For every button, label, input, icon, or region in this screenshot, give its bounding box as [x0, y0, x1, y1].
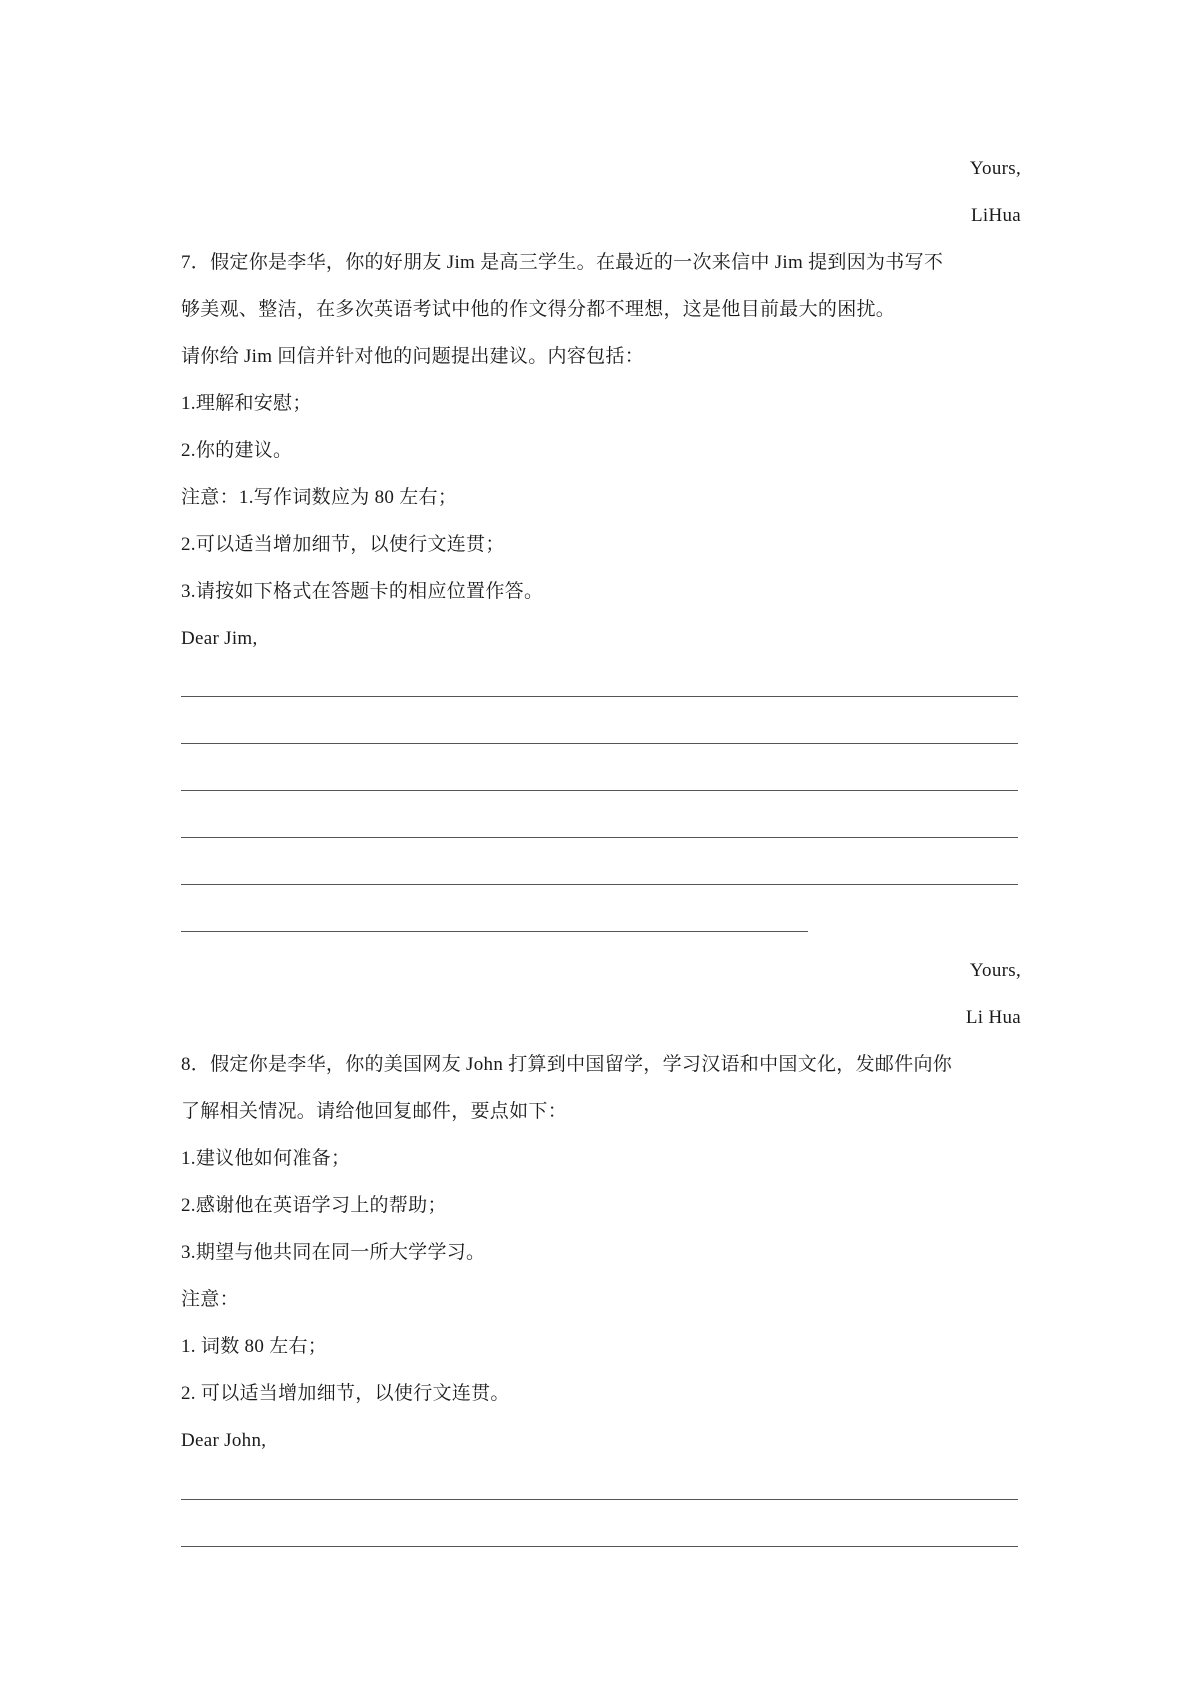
- q7-prompt-line-2: 够美观、整洁，在多次英语考试中他的作文得分都不理想，这是他目前最大的困扰。: [181, 299, 896, 320]
- q7-closing-yours: Yours,: [969, 960, 1021, 981]
- q8-answer-line[interactable]: [181, 1499, 1018, 1500]
- q7-note-2: 2.可以适当增加细节，以使行文连贯；: [181, 534, 505, 555]
- q8-note-1: 1. 词数 80 左右；: [181, 1336, 328, 1357]
- q7-answer-line[interactable]: [181, 743, 1018, 744]
- q7-closing-name: Li Hua: [965, 1007, 1021, 1028]
- q7-greeting: Dear Jim,: [181, 628, 258, 649]
- q8-note-label: 注意：: [181, 1289, 239, 1310]
- closing-yours: Yours,: [969, 158, 1021, 179]
- q7-point-1: 1.理解和安慰；: [181, 393, 312, 414]
- q7-prompt-line-3: 请你给 Jim 回信并针对他的问题提出建议。内容包括：: [181, 346, 645, 367]
- q7-answer-line[interactable]: [181, 931, 808, 932]
- q8-point-1: 1.建议他如何准备；: [181, 1148, 351, 1169]
- q7-prompt-line-1: 7．假定你是李华，你的好朋友 Jim 是高三学生。在最近的一次来信中 Jim 提到因为书写不: [181, 252, 944, 273]
- q8-note-2: 2. 可以适当增加细节，以使行文连贯。: [181, 1383, 510, 1404]
- q7-answer-line[interactable]: [181, 884, 1018, 885]
- q8-point-2: 2.感谢他在英语学习上的帮助；: [181, 1195, 447, 1216]
- q8-prompt-line-2: 了解相关情况。请给他回复邮件，要点如下：: [181, 1101, 568, 1122]
- q7-point-2: 2.你的建议。: [181, 440, 293, 461]
- q7-answer-line[interactable]: [181, 790, 1018, 791]
- q7-answer-line[interactable]: [181, 837, 1018, 838]
- q8-greeting: Dear John,: [181, 1430, 267, 1451]
- q8-answer-line[interactable]: [181, 1546, 1018, 1547]
- closing-name: LiHua: [970, 205, 1021, 226]
- q7-note-1: 注意：1.写作词数应为 80 左右；: [181, 487, 458, 508]
- q7-note-3: 3.请按如下格式在答题卡的相应位置作答。: [181, 581, 544, 602]
- q7-answer-line[interactable]: [181, 696, 1018, 697]
- q8-prompt-line-1: 8．假定你是李华，你的美国网友 John 打算到中国留学，学习汉语和中国文化，发邮件向你: [181, 1054, 953, 1075]
- q8-point-3: 3.期望与他共同在同一所大学学习。: [181, 1242, 486, 1263]
